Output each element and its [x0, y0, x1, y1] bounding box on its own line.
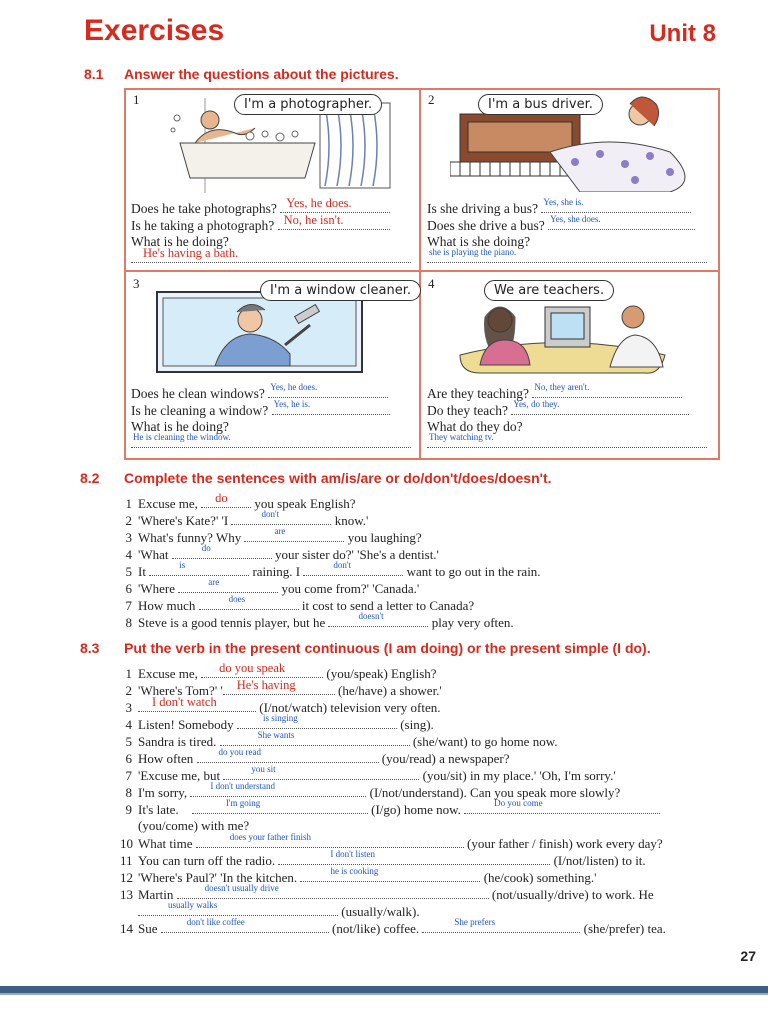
panel-2-answer-3-line	[427, 249, 707, 267]
answer-8-2-7[interactable]: does	[228, 594, 246, 604]
footer-bar-shadow	[0, 993, 768, 995]
exercise-8-2-item-3: 3 What's funny? Why are you laughing?	[120, 528, 422, 546]
answer-8-2-2[interactable]: don't	[261, 509, 280, 519]
panel-2-number: 2	[428, 92, 435, 107]
answer-8-3-6[interactable]: do you read	[218, 747, 261, 757]
exercise-8-3-item-7: 7 'Excuse me, but you sit (you/sit) in my place.' 'Oh, I'm sorry.'	[120, 766, 616, 784]
answer-8-2-4[interactable]: do	[201, 543, 211, 553]
panel-2-answer-2[interactable]: Yes, she does.	[550, 214, 601, 224]
exercise-8-3-item-11: 11 You can turn off the radio. I don't listen (I/not/listen) to it.	[120, 851, 646, 869]
exercise-8-2-item-1: 1 Excuse me, do you speak English?	[125, 491, 356, 511]
answer-8-3-2[interactable]: He's having	[236, 678, 296, 692]
exercise-8-2-item-2: 2 'Where's Kate?' 'I don't know.'	[120, 511, 368, 529]
exercise-8-3-item-5: 5 Sandra is tired. She wants (she/want) to go home now.	[120, 732, 558, 750]
panel-3-question-1: Does he clean windows? Yes, he does.	[131, 384, 388, 402]
panel-3-answer-1[interactable]: Yes, he does.	[270, 382, 318, 392]
panel-4-number: 4	[428, 276, 435, 291]
answer-8-2-5a[interactable]: is	[179, 560, 186, 570]
panel-2-question-2: Does she drive a bus? Yes, she does.	[427, 216, 695, 234]
panel-4-question-3: What do they do?	[427, 419, 523, 434]
answer-8-2-5b[interactable]: don't	[333, 560, 351, 570]
exercise-8-2-item-6: 6 'Where are you come from?' 'Canada.'	[120, 579, 419, 597]
panel-4-answer-2[interactable]: Yes, do they.	[513, 399, 560, 409]
section-number-8-3: 8.3	[80, 640, 100, 656]
exercise-8-3-item-2: 2 'Where's Tom?' ' He's having (he/have) a shower.'	[125, 678, 442, 698]
speech-bubble-bus-driver: I'm a bus driver.	[478, 94, 603, 115]
panel-2-question-1: Is she driving a bus? Yes, she is.	[427, 199, 691, 217]
answer-8-2-8[interactable]: doesn't	[358, 611, 384, 621]
answer-8-3-8[interactable]: I don't understand	[210, 781, 276, 791]
panel-1-question-3: What is he doing?	[131, 234, 229, 249]
exercise-8-3-item-10: 10 What time does your father finish (your father / finish) work every day?	[120, 834, 663, 852]
panel-3-question-2: Is he cleaning a window? Yes, he is.	[131, 401, 390, 419]
exercise-8-3-item-12: 12 'Where's Paul?' 'In the kitchen. he is cooking (he/cook) something.'	[120, 868, 597, 886]
exercise-8-3-item-8: 8 I'm sorry, I don't understand (I/not/understand). Can you speak more slowly?	[120, 783, 620, 801]
panel-3-answer-3-line	[131, 434, 411, 452]
panel-1-answer-3[interactable]: He's having a bath.	[143, 246, 239, 260]
panel-4-answer-3[interactable]: They watching tv.	[429, 432, 494, 442]
panel-2-answer-3[interactable]: she is playing the piano.	[429, 247, 517, 257]
page-number: 27	[740, 948, 756, 964]
speech-bubble-photographer: I'm a photographer.	[234, 94, 382, 115]
exercise-8-3-item-4: 4 Listen! Somebody is singing (sing).	[120, 715, 434, 733]
exercise-8-3-item-1: 1 Excuse me, do you speak (you/speak) English?	[125, 661, 437, 681]
section-title-8-1: Answer the questions about the pictures.	[124, 66, 399, 82]
panel-1-answer-3-line	[131, 246, 411, 267]
panel-4-answer-3-line	[427, 434, 707, 452]
answer-8-3-5[interactable]: She wants	[257, 730, 295, 740]
exercise-8-3-item-14: 14 Sue don't like coffee (not/like) coffee. She prefers (she/prefer) tea.	[120, 919, 666, 937]
answer-8-2-6[interactable]: are	[208, 577, 220, 587]
exercise-8-2-item-5: 5 It is raining. I don't want to go out in the rain.	[120, 562, 541, 580]
panel-2-answer-1[interactable]: Yes, she is.	[543, 197, 584, 207]
exercise-8-3-item-13: 13 Martin doesn't usually drive (not/usually/drive) to work. He	[120, 885, 654, 903]
exercise-8-2-item-7: 7 How much does it cost to send a letter to Canada?	[120, 596, 474, 614]
exercise-8-3-item-13-cont: usually walks (usually/walk).	[138, 902, 420, 920]
page-title: Exercises	[84, 14, 225, 47]
panel-3-answer-2[interactable]: Yes, he is.	[273, 399, 311, 409]
panel-1-answer-2[interactable]: No, he isn't.	[283, 213, 344, 227]
exercise-8-3-item-9-cont: (you/come) with me?	[138, 818, 250, 833]
exercise-8-2-item-4: 4 'What do your sister do?' 'She's a dentist.'	[120, 545, 439, 563]
answer-8-3-9a[interactable]: I'm going	[225, 798, 261, 808]
panel-1-number: 1	[133, 92, 140, 107]
section-title-8-3: Put the verb in the present continuous (I am doing) or the present simple (I do).	[124, 640, 651, 656]
exercise-8-2-item-8: 8 Steve is a good tennis player, but he doesn't play very often.	[120, 613, 514, 631]
answer-8-3-9b[interactable]: Do you come	[494, 798, 543, 808]
footer-bar	[0, 986, 768, 993]
section-number-8-2: 8.2	[80, 470, 100, 486]
answer-8-3-12[interactable]: he is cooking	[330, 866, 379, 876]
answer-8-3-14a[interactable]: don't like coffee	[186, 917, 245, 927]
answer-8-3-13a[interactable]: doesn't usually drive	[204, 883, 279, 893]
exercise-8-3-item-3: 3 I don't watch (I/not/watch) television very often.	[125, 695, 441, 715]
exercise-8-3-item-9: 9 It's late. I'm going (I/go) home now. Do you come	[120, 800, 660, 818]
panel-4-answer-1[interactable]: No, they aren't.	[534, 382, 590, 392]
grid-divider-vertical	[419, 88, 421, 458]
panel-3-question-3: What is he doing?	[131, 419, 229, 434]
section-number-8-1: 8.1	[84, 66, 104, 82]
answer-8-3-4[interactable]: is singing	[262, 713, 298, 723]
panel-1-question-2: Is he taking a photograph? No, he isn't.	[131, 216, 390, 234]
answer-8-3-14b[interactable]: She prefers	[454, 917, 496, 927]
panel-1-answer-1[interactable]: Yes, he does.	[286, 196, 352, 210]
panel-3-answer-3[interactable]: He is cleaning the window.	[133, 432, 231, 442]
answer-8-2-1[interactable]: do	[215, 491, 228, 505]
answer-8-3-1[interactable]: do you speak	[219, 661, 286, 675]
speech-bubble-window-cleaner: I'm a window cleaner.	[260, 280, 421, 301]
panel-4-question-2: Do they teach? Yes, do they.	[427, 401, 689, 419]
answer-8-3-10[interactable]: does your father finish	[229, 832, 311, 842]
grid-divider-horizontal	[124, 270, 718, 272]
answer-8-3-7[interactable]: you sit	[251, 764, 276, 774]
panel-4-question-1: Are they teaching? No, they aren't.	[427, 384, 682, 402]
exercise-8-3-item-6: 6 How often do you read (you/read) a newspaper?	[120, 749, 510, 767]
answer-8-3-11[interactable]: I don't listen	[330, 849, 375, 859]
panel-1-question-1: Does he take photographs? Yes, he does.	[131, 199, 390, 217]
unit-label: Unit 8	[649, 20, 716, 47]
panel-3-number: 3	[133, 276, 140, 291]
answer-8-3-3[interactable]: I don't watch	[152, 695, 217, 709]
answer-8-2-3[interactable]: are	[274, 526, 286, 536]
illustration-teachers	[455, 295, 670, 375]
illustration-window-cleaner	[155, 290, 365, 375]
section-title-8-2: Complete the sentences with am/is/are or do/don't/does/doesn't.	[124, 470, 552, 486]
answer-8-3-13b[interactable]: usually walks	[168, 900, 218, 910]
speech-bubble-teachers: We are teachers.	[484, 280, 614, 301]
panel-2-question-3: What is she doing?	[427, 234, 531, 249]
